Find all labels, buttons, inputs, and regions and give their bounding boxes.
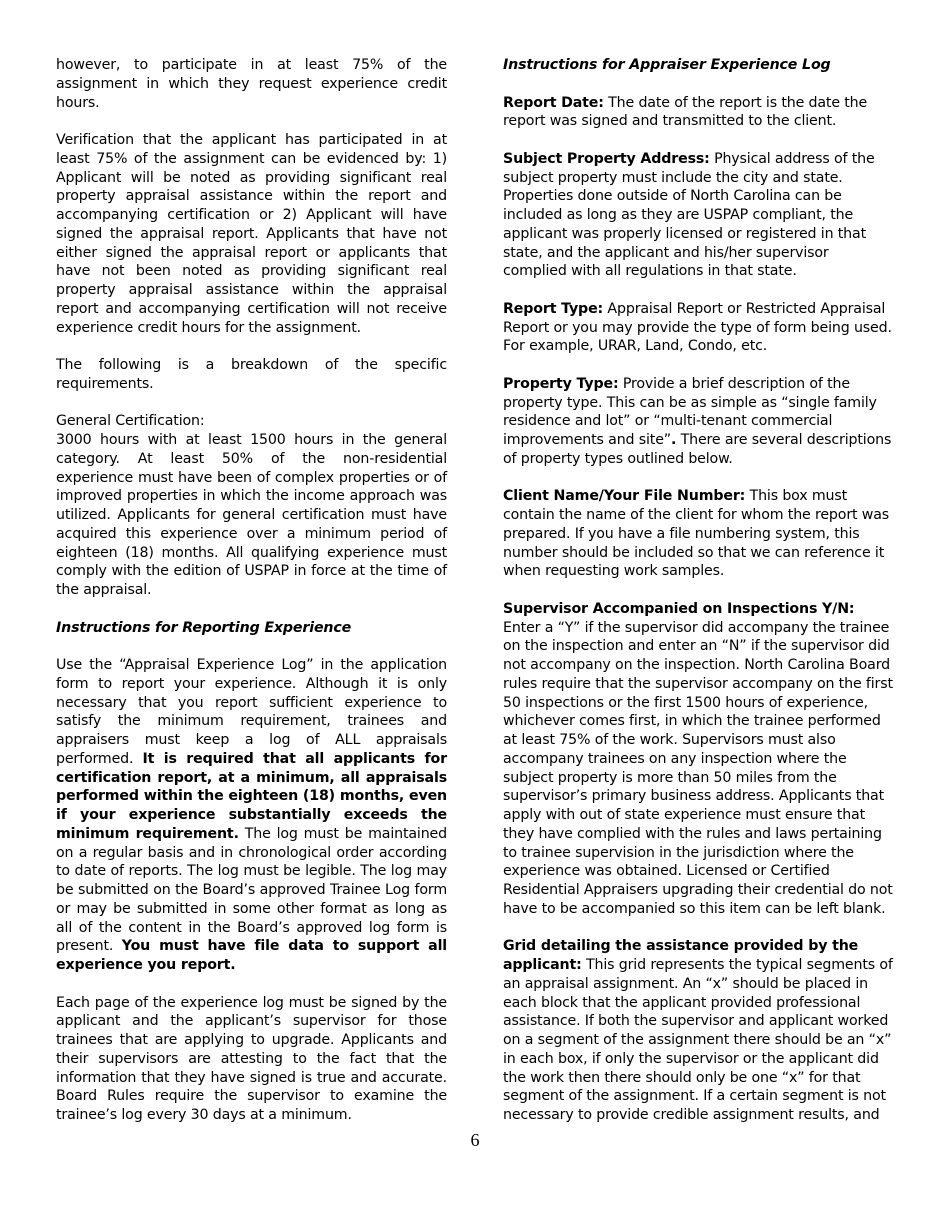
- property-type-period: .: [670, 432, 677, 448]
- reporting-text-a: Use the “Appraisal Experience Log” in the application form to report your experience. Although it is only necessary that you report sufficient experience to satisfy the minimum requirement, trainees and appraisers must keep a log of ALL appraisals performed.: [56, 657, 447, 767]
- supervisor-accompanied-label: Supervisor Accompanied on Inspections Y/N:: [503, 600, 855, 617]
- right-column: [503, 56, 895, 1125]
- assistance-grid-text: This grid represents the typical segments of an appraisal assignment. An “x” should be placed in each block that the applicant provided professional assistance. If both the supervisor and applicant worked on a segment of the assignment there should be an “x” in each box, if only the supervisor or the applicant did the work then there should only be one “x” for that segment of the assignment. If a certain segment is not necessary to provide credible assignment results, and: [503, 957, 893, 1123]
- report-date-label: Report Date:: [503, 94, 604, 111]
- paragraph-report-type: [503, 300, 895, 356]
- supervisor-accompanied-text: Enter a “Y” if the supervisor did accompany the trainee on the inspection and enter an “N” if the supervisor did not accompany on the inspection. North Carolina Board rules require that the supervisor accompany on the first 50 inspections or the first 1500 hours of experience, whichever comes first, in which the trainee performed at least 75% of the work. Supervisors must also accompany trainees on any inspection where the subject property is more than 50 miles from the supervisor’s primary business address. Applicants that apply with out of state experience must ensure that they have complied with the rules and laws pertaining to trainee supervision in the jurisdiction where the experience was obtained. Licensed or Certified Residential Appraisers upgrading their credential do not have to be accompanied so this item can be left blank.: [503, 619, 893, 917]
- page-number: 6: [470, 1130, 480, 1150]
- assistance-grid-label: Grid detailing the assistance provided by the applicant:: [503, 938, 859, 973]
- subject-property-address-text: Physical address of the subject property must include the city and state. Properties done outside of North Carolina can be included as long as they are USPAP compliant, the applicant was properly licensed or registered in that state, and the applicant and his/her supervisor complied with all regulations in that state.: [503, 150, 875, 280]
- client-name-text: This box must contain the name of the client for whom the report was prepared. If you have a file numbering system, this number should be included so that we can reference it when requesting work samples.: [503, 488, 890, 580]
- paragraph-breakdown: The following is a breakdown of the specific requirements.: [56, 357, 447, 392]
- file-data-requirement-bold: You must have file data to support all experience you report.: [56, 938, 447, 973]
- general-certification-text: 3000 hours with at least 1500 hours in the general category. At least 50% of the non-residential experience must have been of complex properties or of improved properties in which the income approach was utilized. Applicants for general certification must have acquired this experience over a minimum period of eighteen (18) months. All qualifying experience must comply with the edition of USPAP in force at the time of the appraisal.: [56, 432, 447, 598]
- paragraph-supervisor-accompanied: [503, 600, 895, 919]
- property-type-text-a: Provide a brief description of the property type. This can be as simple as “single family residence and lot” or “multi-tenant commercial improvements and site”: [503, 375, 877, 448]
- paragraph-participation: however, to participate in at least 75% of the assignment in which they request experience credit hours.: [56, 57, 447, 111]
- paragraph-assistance-grid: [503, 937, 895, 1125]
- report-date-text: The date of the report is the date the report was signed and transmitted to the client.: [503, 94, 868, 130]
- report-type-text: Appraisal Report or Restricted Appraisal Report or you may provide the type of form being used. For example, URAR, Land, Condo, etc.: [503, 300, 892, 355]
- paragraph-general-certification: [56, 412, 447, 600]
- heading-reporting-experience: Instructions for Reporting Experience: [56, 619, 352, 636]
- paragraph-client-name: [503, 487, 895, 581]
- heading-appraiser-experience-log: Instructions for Appraiser Experience Log: [503, 57, 831, 73]
- paragraph-log-signing: Each page of the experience log must be signed by the applicant and the applicant’s supervisor for those trainees that are applying to upgrade. Applicants and their supervisors are attesting to the fact that the information that they have signed is true and accurate. Board Rules require the supervisor to examine the trainee’s log every 30 days at a minimum.: [56, 994, 447, 1123]
- subject-property-address-label: Subject Property Address:: [503, 150, 710, 167]
- client-name-label: Client Name/Your File Number:: [503, 488, 746, 505]
- paragraph-subject-property-address: [503, 150, 895, 281]
- general-certification-label: General Certification:: [56, 413, 205, 430]
- paragraph-report-date: [503, 94, 895, 132]
- property-type-label: Property Type:: [503, 375, 619, 392]
- report-type-label: Report Type:: [503, 300, 604, 317]
- paragraph-reporting-log: [56, 656, 447, 975]
- reporting-requirement-bold: It is required that all applicants for certification report, at a minimum, all appraisals performed within the eighteen (18) months, even if your experience substantially exceeds the minimum requirement.: [56, 750, 448, 842]
- paragraph-property-type: [503, 375, 895, 469]
- left-column: [56, 56, 447, 1125]
- paragraph-verification: Verification that the applicant has participated in at least 75% of the assignment can be evidenced by: 1) Applicant will be noted as providing significant real property appraisal assistance within the report and accompanying certification or 2) Applicant will have signed the appraisal report. Applicants that have not either signed the appraisal report or applicants that have not been noted as providing significant real property appraisal assistance within the appraisal report and accompanying certification will not receive experience credit hours for the assignment.: [56, 132, 447, 336]
- property-type-text-b: There are several descriptions of property types outlined below.: [503, 432, 892, 467]
- reporting-text-c: The log must be maintained on a regular basis and in chronological order according to date of reports. The log must be legible. The log may be submitted on the Board’s approved Trainee Log form or may be submitted in some other format as long as all of the content in the Board’s approved log form is present.: [56, 825, 447, 955]
